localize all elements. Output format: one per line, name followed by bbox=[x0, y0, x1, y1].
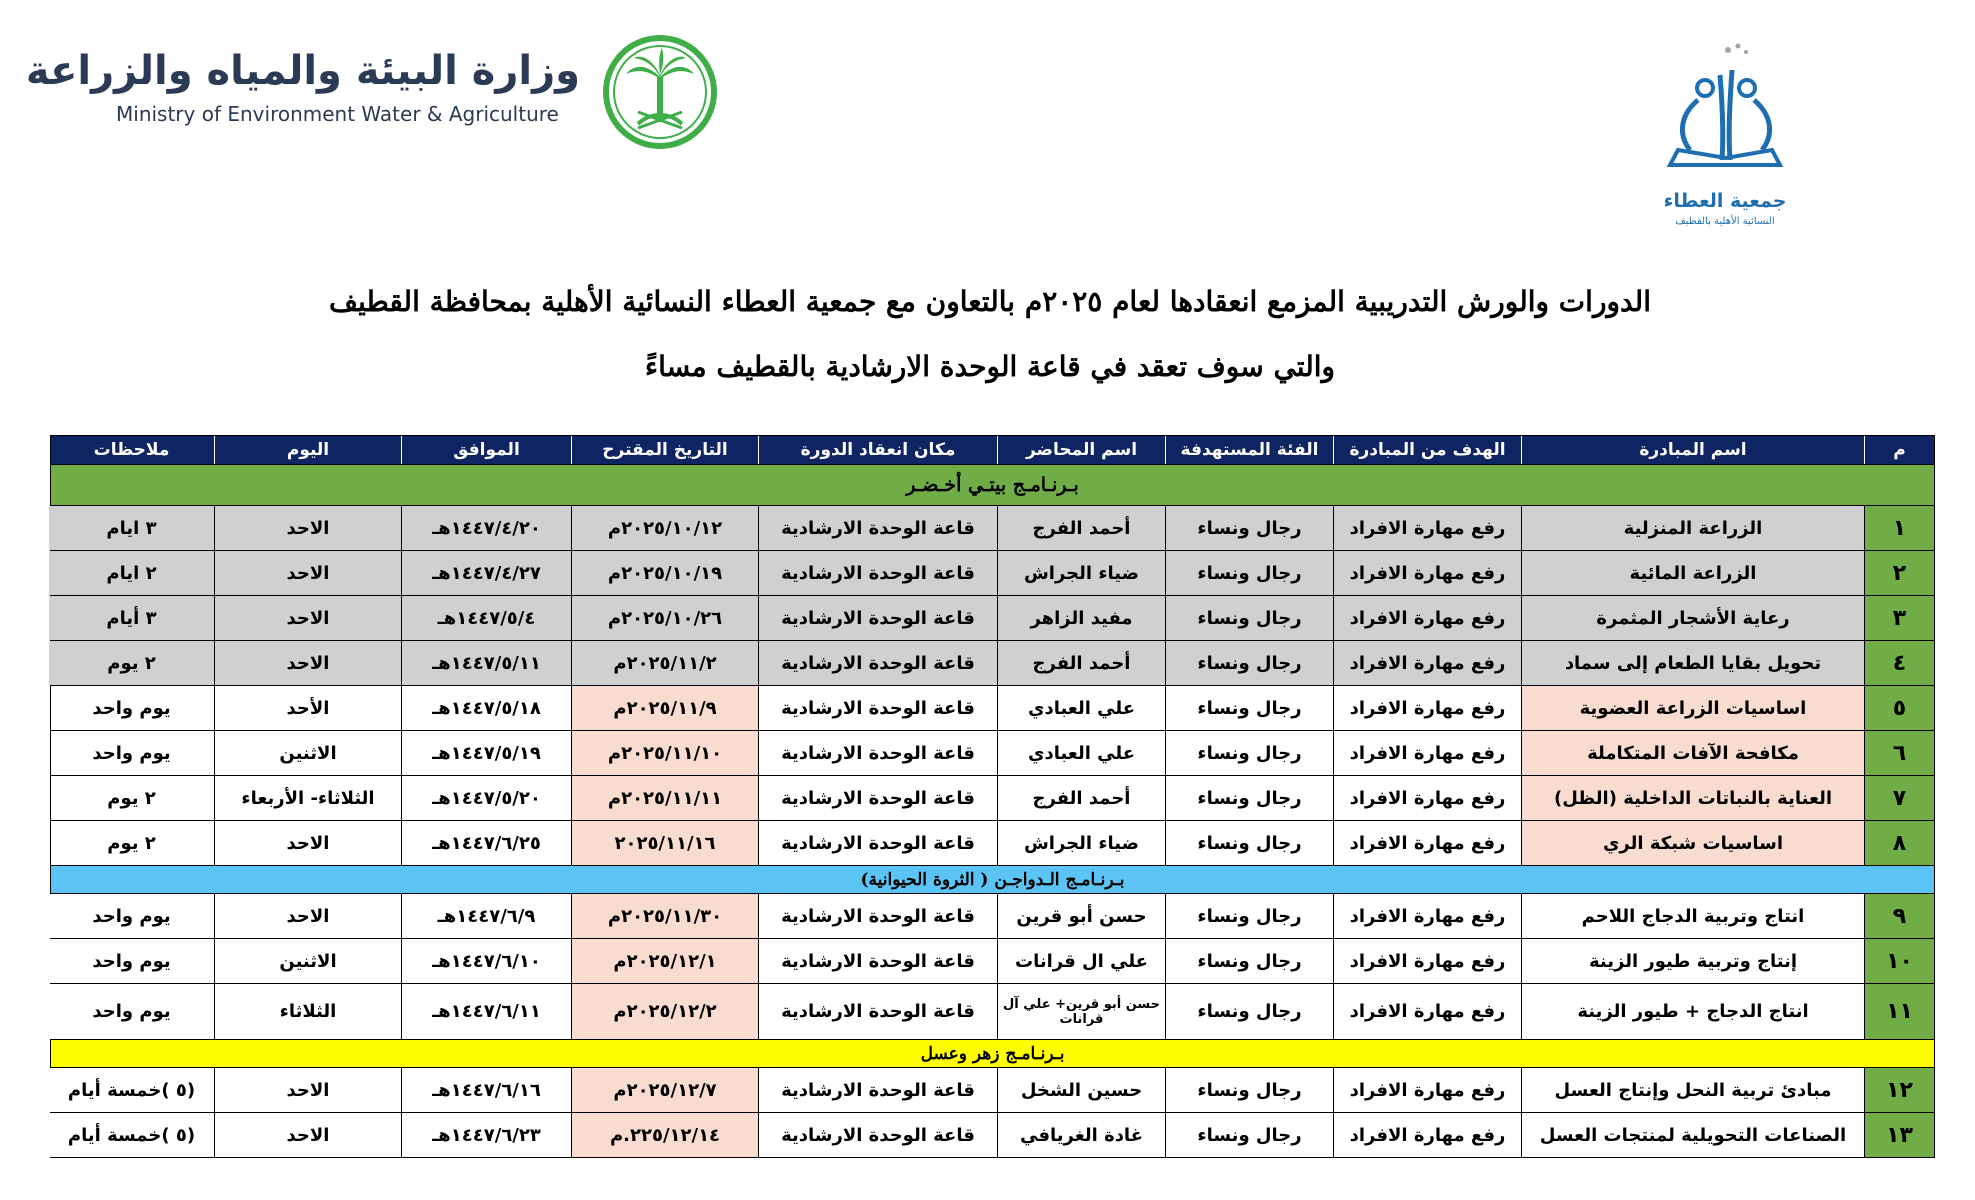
row-place: قاعة الوحدة الارشادية bbox=[758, 939, 997, 983]
row-notes: ٢ يوم bbox=[107, 832, 156, 854]
association-logo bbox=[1650, 40, 1800, 240]
row-num: ١٢ bbox=[1864, 1068, 1934, 1112]
column-header-num: م bbox=[1864, 436, 1934, 464]
row-date: ٢٠٢٥/١٠/١٩م bbox=[571, 551, 758, 595]
row-goal: رفع مهارة الافراد bbox=[1333, 686, 1521, 730]
row-date: ٢٠٢٥/١٢/٧م bbox=[571, 1068, 758, 1112]
row-hijri: ١٤٤٧/٥/١٩هـ bbox=[401, 731, 571, 775]
row-name: الزراعة المائية bbox=[1521, 551, 1864, 595]
row-goal: رفع مهارة الافراد bbox=[1333, 551, 1521, 595]
table-row bbox=[50, 821, 1935, 866]
row-lecturer: علي العبادي bbox=[997, 731, 1165, 775]
table-row bbox=[50, 984, 1935, 1040]
row-hijri: ١٤٤٧/٦/١٦هـ bbox=[401, 1068, 571, 1112]
row-target: رجال ونساء bbox=[1165, 776, 1333, 820]
table-row bbox=[50, 596, 1935, 641]
row-name: العناية بالنباتات الداخلية (الظل) bbox=[1521, 776, 1864, 820]
table-row bbox=[50, 939, 1935, 984]
row-lecturer: غادة الغريافي bbox=[997, 1113, 1165, 1157]
table-row bbox=[50, 506, 1935, 551]
row-day: الاحد bbox=[214, 1113, 401, 1157]
page-subtitle: والتي سوف تعقد في قاعة الوحدة الارشادية بالقطيف مساءً bbox=[644, 350, 1336, 383]
row-hijri: ١٤٤٧/٦/٩هـ bbox=[401, 894, 571, 938]
section-title-green-home: بـرنـامـج بيتـي أخـضـر bbox=[50, 465, 1935, 506]
page-title: الدورات والورش التدريبية المزمع انعقادها لعام ٢٠٢٥م بالتعاون مع جمعية العطاء النسائية الأهلية بمحافظة القطيف bbox=[328, 285, 1651, 318]
row-target: رجال ونساء bbox=[1165, 506, 1333, 550]
row-day: الاثنين bbox=[214, 731, 401, 775]
row-day: الاحد bbox=[214, 1068, 401, 1112]
row-hijri: ١٤٤٧/٥/١٨هـ bbox=[401, 686, 571, 730]
row-target: رجال ونساء bbox=[1165, 939, 1333, 983]
row-lecturer: حسين الشخل bbox=[997, 1068, 1165, 1112]
row-lecturer: ضياء الجراش bbox=[997, 551, 1165, 595]
row-goal: رفع مهارة الافراد bbox=[1333, 1113, 1521, 1157]
row-num: ٢ bbox=[1864, 551, 1934, 595]
row-place: قاعة الوحدة الارشادية bbox=[758, 776, 997, 820]
column-header-place: مكان انعقاد الدورة bbox=[758, 436, 997, 464]
table-header bbox=[50, 435, 1935, 465]
row-hijri: ١٤٤٧/٥/٢٠هـ bbox=[401, 776, 571, 820]
row-day: الاثنين bbox=[214, 939, 401, 983]
column-header-notes: ملاحظات bbox=[93, 440, 170, 460]
row-hijri: ١٤٤٧/٦/١٠هـ bbox=[401, 939, 571, 983]
row-lecturer: حسن أبو قرين bbox=[997, 894, 1165, 938]
row-notes: يوم واحد bbox=[49, 939, 214, 983]
row-lecturer: ضياء الجراش bbox=[997, 821, 1165, 865]
column-header-hijri: الموافق bbox=[401, 436, 571, 464]
row-num: ٧ bbox=[1864, 776, 1934, 820]
ministry-name-arabic: وزارة البيئة والمياه والزراعة bbox=[25, 48, 580, 94]
row-notes: يوم واحد bbox=[49, 984, 214, 1039]
row-notes: (٥ )خمسة أيام bbox=[49, 1068, 214, 1112]
ministry-name-english: Ministry of Environment Water & Agriculture bbox=[116, 102, 559, 126]
row-target: رجال ونساء bbox=[1165, 731, 1333, 775]
row-name: الزراعة المنزلية bbox=[1521, 506, 1864, 550]
row-place: قاعة الوحدة الارشادية bbox=[758, 894, 997, 938]
row-num: ١٠ bbox=[1864, 939, 1934, 983]
row-num: ٥ bbox=[1864, 686, 1934, 730]
row-notes: ٢ ايام bbox=[49, 551, 214, 595]
row-place: قاعة الوحدة الارشادية bbox=[758, 551, 997, 595]
column-header-date: التاريخ المقترح bbox=[571, 436, 758, 464]
row-num: ٣ bbox=[1864, 596, 1934, 640]
row-num: ١١ bbox=[1864, 984, 1934, 1039]
row-target: رجال ونساء bbox=[1165, 821, 1333, 865]
row-lecturer: أحمد الفرج bbox=[997, 506, 1165, 550]
row-target: رجال ونساء bbox=[1165, 596, 1333, 640]
row-hijri: ١٤٤٧/٥/١١هـ bbox=[401, 641, 571, 685]
table-row bbox=[50, 1068, 1935, 1113]
table-row bbox=[50, 686, 1935, 731]
row-target: رجال ونساء bbox=[1165, 686, 1333, 730]
section-title-yellow-honey: بـرنـامـج زهر وعسل bbox=[50, 1040, 1935, 1068]
row-day: الثلاثاء bbox=[214, 984, 401, 1039]
row-lecturer: علي العبادي bbox=[997, 686, 1165, 730]
table-row bbox=[50, 1113, 1935, 1158]
row-date: ٢٠٢٥/١١/١٦ bbox=[571, 821, 758, 865]
row-lecturer: مفيد الزاهر bbox=[997, 596, 1165, 640]
row-day: الاحد bbox=[214, 894, 401, 938]
row-goal: رفع مهارة الافراد bbox=[1333, 894, 1521, 938]
row-name: مكافحة الآفات المتكاملة bbox=[1521, 731, 1864, 775]
row-date: ٢٠٢٥/١٠/١٢م bbox=[571, 506, 758, 550]
row-notes: ٢ يوم bbox=[107, 787, 156, 809]
row-day: الأحد bbox=[214, 686, 401, 730]
table-row bbox=[50, 551, 1935, 596]
row-notes: ٣ ايام bbox=[49, 506, 214, 550]
row-date: ٢٠٢٥/١٢/٢م bbox=[571, 984, 758, 1039]
row-notes: (٥ )خمسة أيام bbox=[49, 1113, 214, 1157]
table-row bbox=[50, 641, 1935, 686]
row-notes: يوم واحد bbox=[92, 697, 171, 719]
ministry-logo bbox=[25, 40, 730, 150]
row-num: ٦ bbox=[1864, 731, 1934, 775]
row-day: الاحد bbox=[214, 821, 401, 865]
row-target: رجال ونساء bbox=[1165, 551, 1333, 595]
row-name: انتاج وتربية الدجاج اللاحم bbox=[1521, 894, 1864, 938]
row-name: الصناعات التحويلية لمنتجات العسل bbox=[1521, 1113, 1864, 1157]
column-header-day: اليوم bbox=[214, 436, 401, 464]
palm-emblem-icon bbox=[600, 32, 720, 152]
column-header-name: اسم المبادرة bbox=[1521, 436, 1864, 464]
row-place: قاعة الوحدة الارشادية bbox=[758, 984, 997, 1039]
courses-table bbox=[50, 435, 1935, 1158]
row-lecturer: حسن أبو قرين+ علي آل قرانات bbox=[997, 984, 1165, 1039]
row-hijri: ١٤٤٧/٦/٢٣هـ bbox=[401, 1113, 571, 1157]
row-goal: رفع مهارة الافراد bbox=[1333, 641, 1521, 685]
row-hijri: ١٤٤٧/٤/٢٧هـ bbox=[401, 551, 571, 595]
row-date: ٢٠٢٥/١٠/٢٦م bbox=[571, 596, 758, 640]
table-row bbox=[50, 894, 1935, 939]
row-target: رجال ونساء bbox=[1165, 1113, 1333, 1157]
row-hijri: ١٤٤٧/٤/٢٠هـ bbox=[401, 506, 571, 550]
row-date: ٢٠٢٥/١١/٩م bbox=[571, 686, 758, 730]
row-place: قاعة الوحدة الارشادية bbox=[758, 1113, 997, 1157]
row-day: الاحد bbox=[214, 506, 401, 550]
row-day: الاحد bbox=[214, 551, 401, 595]
row-day: الاحد bbox=[214, 596, 401, 640]
row-notes: يوم واحد bbox=[49, 894, 214, 938]
row-target: رجال ونساء bbox=[1165, 1068, 1333, 1112]
column-header-target: الفئة المستهدفة bbox=[1165, 436, 1333, 464]
row-place: قاعة الوحدة الارشادية bbox=[758, 596, 997, 640]
row-day: الثلاثاء- الأربعاء bbox=[214, 776, 401, 820]
row-date: ٢٠٢٥/١١/٢م bbox=[571, 641, 758, 685]
row-notes: ٣ أيام bbox=[49, 596, 214, 640]
row-name: إنتاج وتربية طيور الزينة bbox=[1521, 939, 1864, 983]
association-name: جمعية العطاء bbox=[1663, 190, 1787, 212]
association-emblem-icon bbox=[1650, 40, 1800, 190]
row-place: قاعة الوحدة الارشادية bbox=[758, 641, 997, 685]
row-num: ٩ bbox=[1864, 894, 1934, 938]
association-subtitle: النسائية الأهلية بالقطيف bbox=[1675, 216, 1775, 227]
row-goal: رفع مهارة الافراد bbox=[1333, 731, 1521, 775]
column-header-goal: الهدف من المبادرة bbox=[1333, 436, 1521, 464]
row-num: ١٣ bbox=[1864, 1113, 1934, 1157]
row-goal: رفع مهارة الافراد bbox=[1333, 776, 1521, 820]
row-lecturer: علي ال قرانات bbox=[997, 939, 1165, 983]
row-name: تحويل بقايا الطعام إلى سماد bbox=[1521, 641, 1864, 685]
row-notes: يوم واحد bbox=[92, 742, 171, 764]
row-notes: ٢ يوم bbox=[49, 641, 214, 685]
row-day: الاحد bbox=[214, 641, 401, 685]
row-name: اساسيات شبكة الري bbox=[1521, 821, 1864, 865]
row-num: ٨ bbox=[1864, 821, 1934, 865]
row-goal: رفع مهارة الافراد bbox=[1333, 596, 1521, 640]
row-target: رجال ونساء bbox=[1165, 894, 1333, 938]
row-target: رجال ونساء bbox=[1165, 984, 1333, 1039]
row-place: قاعة الوحدة الارشادية bbox=[758, 506, 997, 550]
row-date: ٢٠٢٥/١٢/١م bbox=[571, 939, 758, 983]
section-title-blue-poultry: بـرنـامـج الـدواجـن ( الثروة الحيوانية) bbox=[50, 866, 1935, 894]
row-goal: رفع مهارة الافراد bbox=[1333, 1068, 1521, 1112]
row-goal: رفع مهارة الافراد bbox=[1333, 939, 1521, 983]
row-hijri: ١٤٤٧/٦/١١هـ bbox=[401, 984, 571, 1039]
row-place: قاعة الوحدة الارشادية bbox=[758, 821, 997, 865]
row-lecturer: أحمد الفرج bbox=[997, 776, 1165, 820]
row-hijri: ١٤٤٧/٦/٢٥هـ bbox=[401, 821, 571, 865]
row-date: ٢٠٢٥/١١/١٠م bbox=[571, 731, 758, 775]
row-name: مبادئ تربية النحل وإنتاج العسل bbox=[1521, 1068, 1864, 1112]
row-lecturer: أحمد الفرج bbox=[997, 641, 1165, 685]
row-date: ٢٢٥/١٢/١٤.م bbox=[571, 1113, 758, 1157]
row-hijri: ١٤٤٧/٥/٤هـ bbox=[401, 596, 571, 640]
row-num: ٤ bbox=[1864, 641, 1934, 685]
row-date: ٢٠٢٥/١١/٣٠م bbox=[571, 894, 758, 938]
column-header-lecturer: اسم المحاضر bbox=[997, 436, 1165, 464]
table-row bbox=[50, 731, 1935, 776]
row-goal: رفع مهارة الافراد bbox=[1333, 984, 1521, 1039]
row-goal: رفع مهارة الافراد bbox=[1333, 506, 1521, 550]
row-place: قاعة الوحدة الارشادية bbox=[758, 686, 997, 730]
row-num: ١ bbox=[1864, 506, 1934, 550]
row-place: قاعة الوحدة الارشادية bbox=[758, 731, 997, 775]
table-row bbox=[50, 776, 1935, 821]
row-place: قاعة الوحدة الارشادية bbox=[758, 1068, 997, 1112]
row-name: اساسيات الزراعة العضوية bbox=[1521, 686, 1864, 730]
row-name: رعاية الأشجار المثمرة bbox=[1521, 596, 1864, 640]
row-name: انتاج الدجاج + طيور الزينة bbox=[1521, 984, 1864, 1039]
row-goal: رفع مهارة الافراد bbox=[1333, 821, 1521, 865]
row-date: ٢٠٢٥/١١/١١م bbox=[571, 776, 758, 820]
row-target: رجال ونساء bbox=[1165, 641, 1333, 685]
